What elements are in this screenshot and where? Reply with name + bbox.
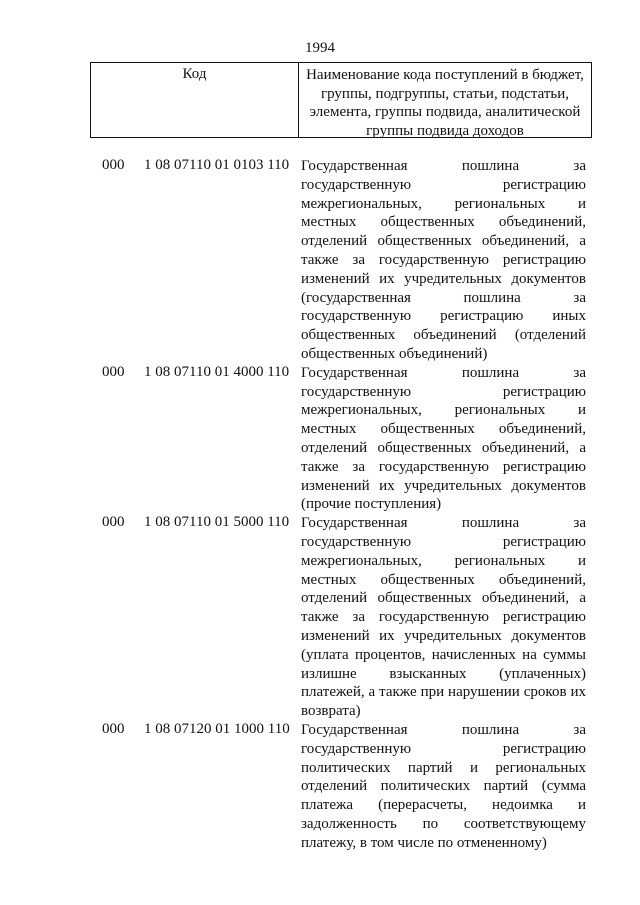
budget-code: 1 08 07110 01 5000 110	[144, 514, 290, 531]
budget-code: 1 08 07120 01 1000 110	[144, 720, 290, 737]
page-number: 1994	[305, 40, 335, 56]
table-row	[0, 514, 640, 721]
admin-code: 000	[102, 720, 125, 737]
row-description: Государственная пошлина за государственную регистрацию межрегиональных, региональных и местных общественных объединений, отделений общественных объединений, а также за государственную регистрацию изменений их учредительных документов (прочие поступления)	[301, 364, 586, 513]
table-body	[0, 157, 640, 852]
admin-code: 000	[102, 157, 125, 173]
table-row	[0, 157, 640, 364]
row-description: Государственная пошлина за государственную регистрацию межрегиональных, региональных и местных общественных объединений, отделений общественных объединений, а также за государственную регистрацию изменений их учредительных документов (уплата процентов, начисленных на суммы излишне взысканных (уплаченных) платежей, а также при нарушении сроков их возврата)	[301, 515, 586, 720]
table-row	[0, 364, 640, 514]
budget-code: 1 08 07110 01 0103 110	[144, 157, 290, 173]
header-code-cell: Код	[91, 63, 299, 137]
admin-code: 000	[102, 363, 125, 380]
admin-code: 000	[102, 514, 125, 531]
header-name-cell: Наименование кода поступлений в бюджет, группы, подгруппы, статьи, подстатьи, элемента, группы подвида, аналитической группы подвида доходов	[306, 67, 584, 139]
row-description: Государственная пошлина за государственную регистрацию политических партий и региональных отделений политических партий (сумма платежа (перерасчеты, недоимка и задолженность по соответствующему платежу, в том числе по отмененному)	[301, 721, 586, 851]
table-header	[90, 62, 592, 138]
table-row	[0, 721, 640, 853]
budget-code: 1 08 07110 01 4000 110	[144, 363, 290, 380]
row-description: Государственная пошлина за государственную регистрацию межрегиональных, региональных и местных общественных объединений, отделений общественных объединений, а также за государственную регистрацию изменений их учредительных документов (государственная пошлина за государственную регистрацию иных общественных объединений (отделений общественных объединений)	[301, 158, 586, 362]
